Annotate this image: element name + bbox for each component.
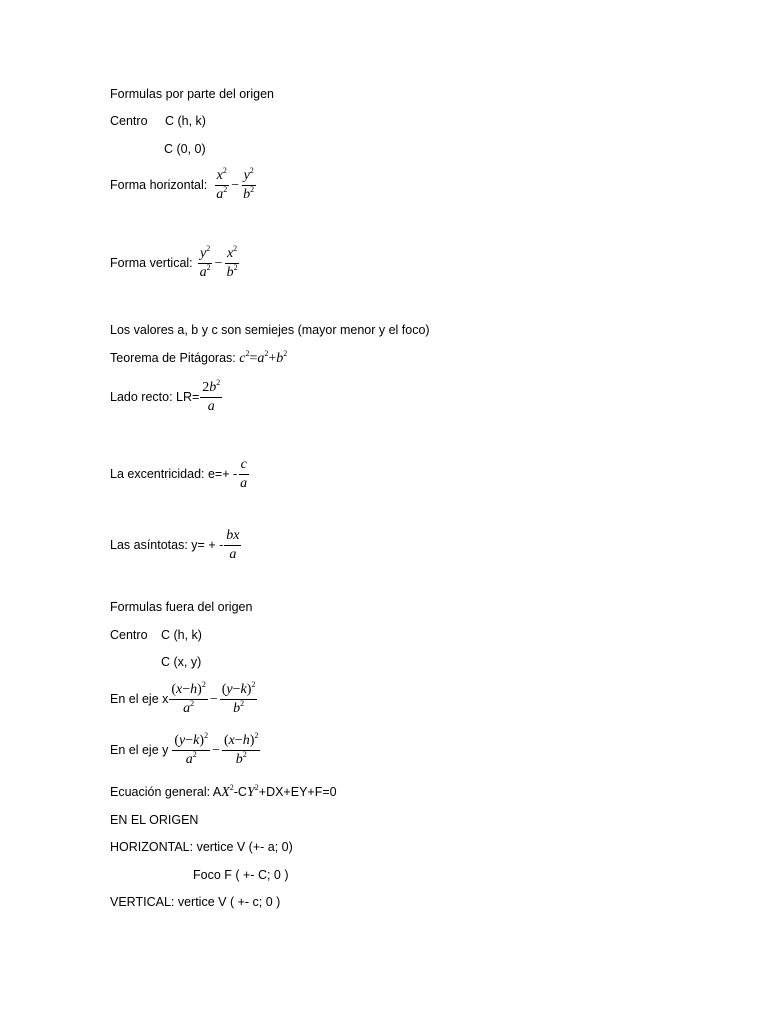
ecuacion-general-prefix: Ecuación general: A [110,785,222,799]
centro-value: C (h, k) [165,114,206,128]
forma-horizontal-line [110,168,257,203]
eje-x-formula: $\frac{(x-h)^2}{a^2}$ − $\frac{(y-k)^2}{b^2}$ [171,680,256,717]
section-title-origin: Formulas por parte del origen [110,87,274,101]
foco-line: Foco F ( +- C; 0 ) [193,868,289,882]
lado-recto-label: Lado recto: LR= [110,390,200,405]
ecuacion-general-line [110,783,337,800]
horizontal-vertice: HORIZONTAL: vertice V (+- a; 0) [110,840,293,854]
pitagoras-line [110,349,288,366]
eje-x-label: En el eje x [110,692,169,707]
excentricidad-formula: $\frac{c}{a}$ [240,457,248,492]
ecuacion-x-squared: $X^2$ [221,783,234,800]
excentricidad-label: La excentricidad: e=+ - [110,467,238,482]
eje-y-formula: $\frac{(y-k)^2}{a^2}$ − $\frac{(x-h)^2}{b^2}$ [174,731,259,768]
asintotas-formula: $\frac{bx}{a}$ [226,528,240,563]
forma-vertical-label: Forma vertical: [110,256,193,271]
forma-vertical-formula: $\frac{y^2}{a^2}$ − $\frac{x^2}{b^2}$ [199,244,238,281]
excentricidad-line [110,457,250,492]
lado-recto-formula: $\frac{2b^2}{a}$ [202,378,221,415]
forma-horizontal-label: Forma horizontal: [110,178,208,193]
section-title-outside: Formulas fuera del origen [110,600,253,614]
eje-y-label: En el eje y [110,743,169,758]
lado-recto-line [110,380,223,415]
pitagoras-formula: $c^2=a^2+b^2$ [239,349,288,366]
asintotas-line [110,528,242,563]
forma-vertical-line [110,246,241,281]
eje-x-line [110,682,258,717]
centro-value-2: C (h, k) [161,628,202,642]
semiejes-text: Los valores a, b y c son semiejes (mayor menor y el foco) [110,323,430,337]
asintotas-label: Las asíntotas: y= + - [110,538,224,553]
centro-label: Centro [110,114,148,128]
centro-label-2: Centro [110,628,148,642]
ecuacion-general-mid: -C [233,785,247,799]
centro-xy-value: C (x, y) [161,655,202,669]
centro-origin-value: C (0, 0) [164,142,206,156]
vertical-vertice: VERTICAL: vertice V ( +- c; 0 ) [110,895,281,909]
ecuacion-y-squared: $Y^2$ [246,783,259,800]
eje-y-line [110,733,261,768]
ecuacion-general-suffix: +DX+EY+F=0 [258,785,337,799]
forma-horizontal-formula: $\frac{x^2}{a^2}$ − $\frac{y^2}{b^2}$ [216,166,255,203]
en-el-origen-heading: EN EL ORIGEN [110,813,199,827]
pitagoras-label: Teorema de Pitágoras: [110,351,240,365]
